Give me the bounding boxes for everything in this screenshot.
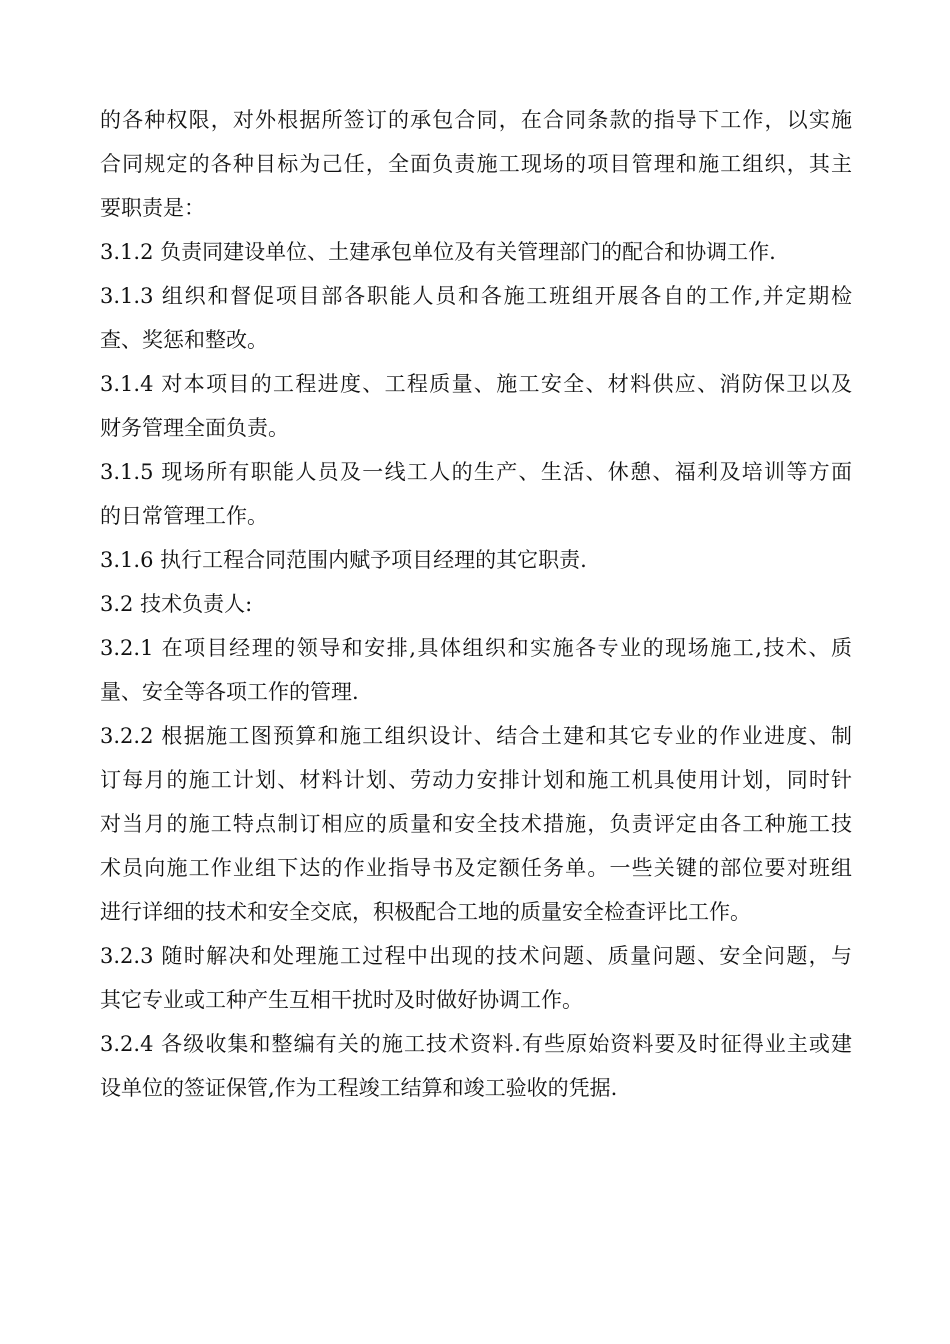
text-line: 3.1.5 现场所有职能人员及一线工人的生产、生活、休憩、福利及培训等方面 (100, 460, 852, 484)
text-line: 的日常管理工作。 (100, 504, 268, 528)
text-line: 进行详细的技术和安全交底，积极配合工地的质量安全检查评比工作。 (100, 900, 751, 924)
text-line: 3.2.1 在项目经理的领导和安排,具体组织和实施各专业的现场施工,技术、质 (100, 636, 852, 660)
text-line: 术员向施工作业组下达的作业指导书及定额任务单。一些关键的部位要对班组 (100, 856, 852, 880)
text-line: 3.2 技术负责人: (100, 592, 253, 616)
text-line: 3.2.4 各级收集和整编有关的施工技术资料.有些原始资料要及时征得业主或建 (100, 1032, 852, 1056)
text-line: 订每月的施工计划、材料计划、劳动力安排计划和施工机具使用计划，同时针 (100, 768, 852, 792)
text-line: 3.2.3 随时解决和处理施工过程中出现的技术问题、质量问题、安全问题，与 (100, 944, 852, 968)
text-line: 的各种权限，对外根据所签订的承包合同，在合同条款的指导下工作，以实施 (100, 108, 852, 132)
text-line: 要职责是： (100, 196, 205, 220)
text-line: 查、奖惩和整改。 (100, 328, 268, 352)
document-body (100, 98, 852, 1110)
text-line: 3.2.2 根据施工图预算和施工组织设计、结合土建和其它专业的作业进度、制 (100, 724, 852, 748)
text-line: 量、安全等各项工作的管理. (100, 680, 359, 704)
text-line: 3.1.2 负责同建设单位、土建承包单位及有关管理部门的配合和协调工作. (100, 240, 776, 264)
text-line: 对当月的施工特点制订相应的质量和安全技术措施，负责评定由各工种施工技 (100, 812, 852, 836)
text-line: 3.1.6 执行工程合同范围内赋予项目经理的其它职责. (100, 548, 587, 572)
text-line: 财务管理全面负责。 (100, 416, 289, 440)
text-line: 其它专业或工种产生互相干扰时及时做好协调工作。 (100, 988, 583, 1012)
text-line: 设单位的签证保管,作为工程竣工结算和竣工验收的凭据. (100, 1076, 618, 1100)
text-line: 合同规定的各种目标为己任，全面负责施工现场的项目管理和施工组织，其主 (100, 152, 852, 176)
text-line: 3.1.4 对本项目的工程进度、工程质量、施工安全、材料供应、消防保卫以及 (100, 372, 852, 396)
text-line: 3.1.3 组织和督促项目部各职能人员和各施工班组开展各自的工作,并定期检 (100, 284, 852, 308)
